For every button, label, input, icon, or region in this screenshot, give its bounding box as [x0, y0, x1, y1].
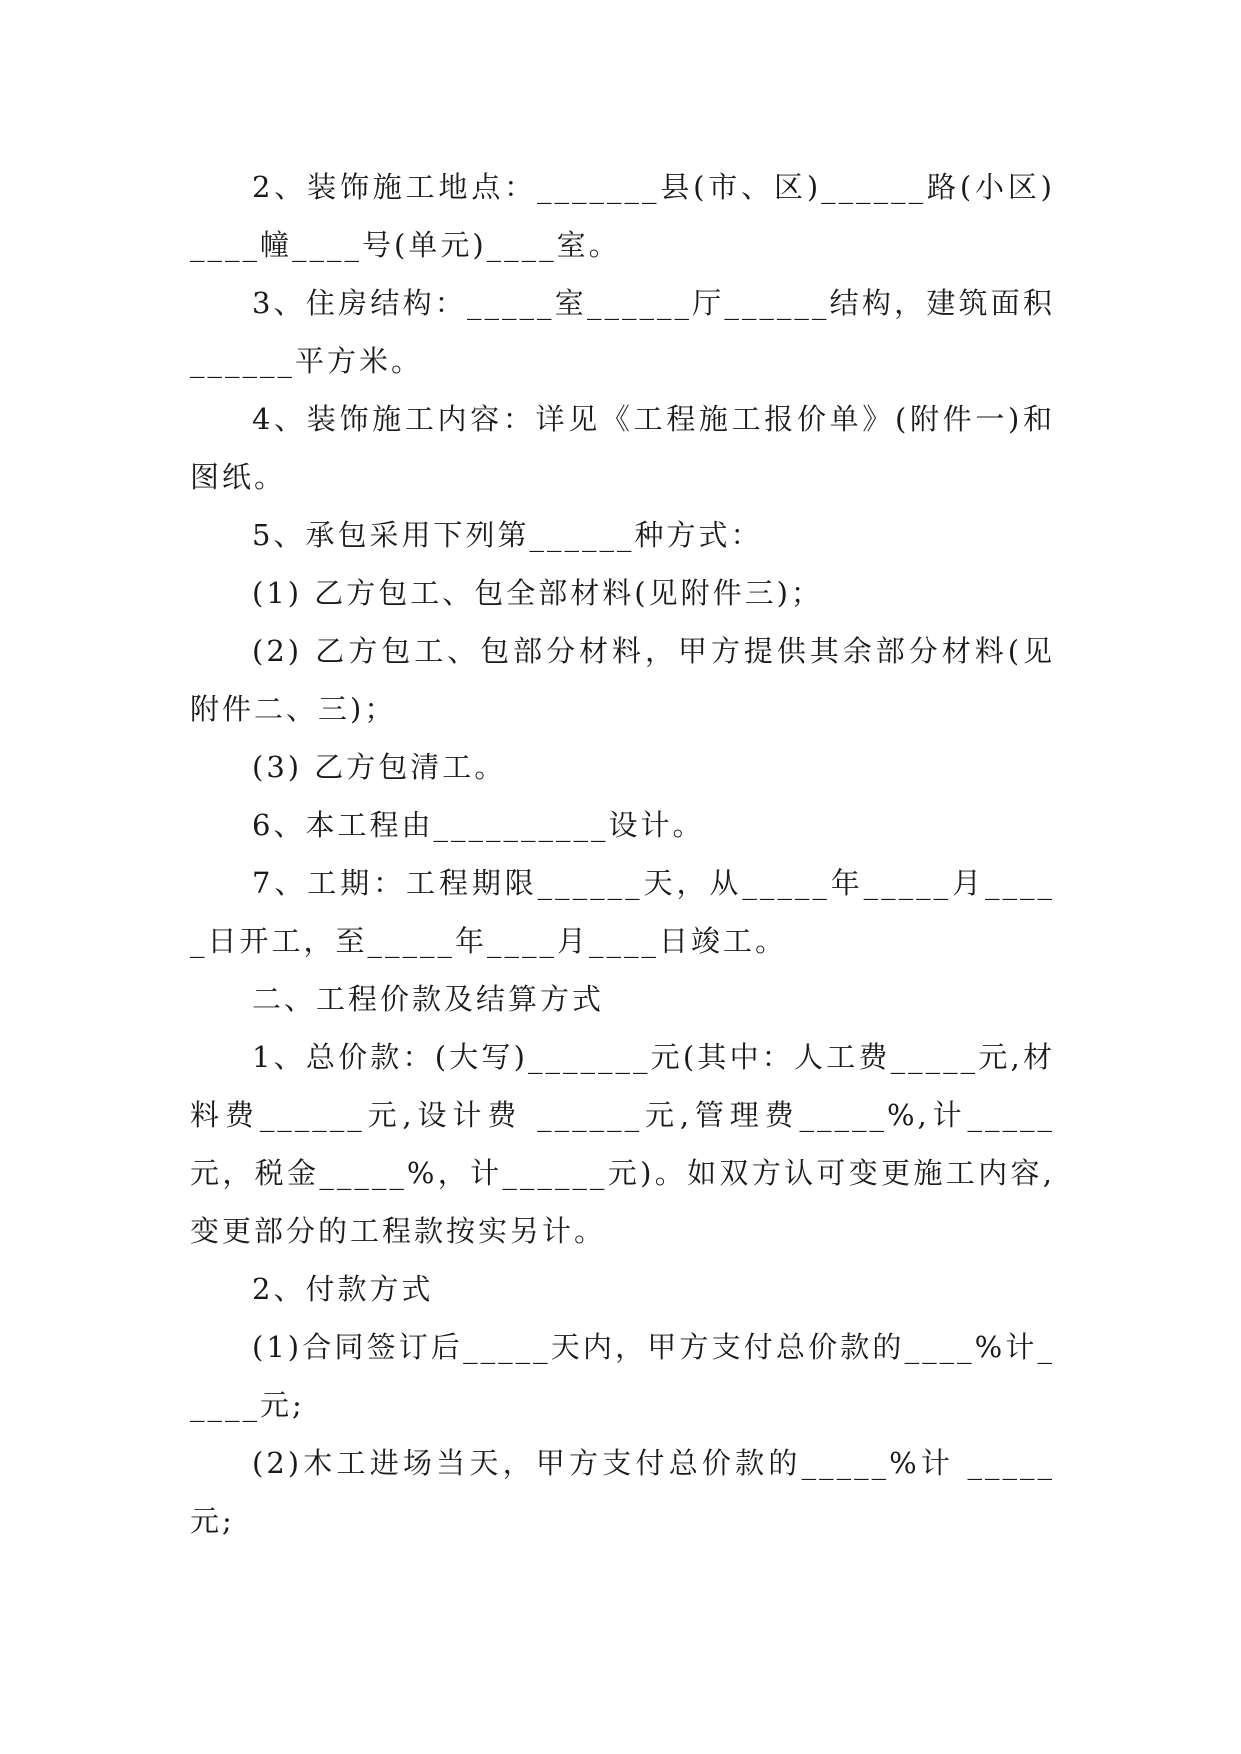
- option-3: (3) 乙方包清工。: [252, 750, 507, 784]
- clause-payment-method: 2、付款方式: [252, 1272, 434, 1306]
- clause-design: 6、本工程由__________设计。: [252, 808, 705, 842]
- clause-contract-method: 5、承包采用下列第______种方式：: [252, 518, 763, 552]
- payment-item-2: (2)木工进场当天，甲方支付总价款的_____%计 _____元;: [190, 1446, 1055, 1538]
- option-1: (1) 乙方包工、包全部材料(见附件三)；: [252, 576, 823, 610]
- document-page: [190, 158, 1055, 1550]
- clause-total-price: 1、总价款：(大写)_______元(其中：人工费_____元,材料费______元,设计费 ______元,管理费_____%,计_____元，税金_____%，计______元)。如双方认可变更施工内容,变更部分的工程款按实另计。: [190, 1040, 1055, 1248]
- clause-construction-site: 2、装饰施工地点：_______县(市、区)______路(小区)____幢____号(单元)____室。: [190, 170, 1055, 262]
- payment-item-1: (1)合同签订后_____天内，甲方支付总价款的____%计_____元;: [190, 1330, 1055, 1422]
- option-2: (2) 乙方包工、包部分材料，甲方提供其余部分材料(见附件二、三)；: [190, 634, 1055, 726]
- section-heading-price: 二、工程价款及结算方式: [252, 982, 605, 1016]
- clause-housing-structure: 3、住房结构：_____室______厅______结构，建筑面积______平方米。: [190, 286, 1055, 378]
- clause-duration: 7、工期：工程期限______天，从_____年_____月_____日开工，至_____年____月____日竣工。: [190, 866, 1055, 958]
- clause-construction-content: 4、装饰施工内容：详见《工程施工报价单》(附件一)和图纸。: [190, 402, 1055, 494]
